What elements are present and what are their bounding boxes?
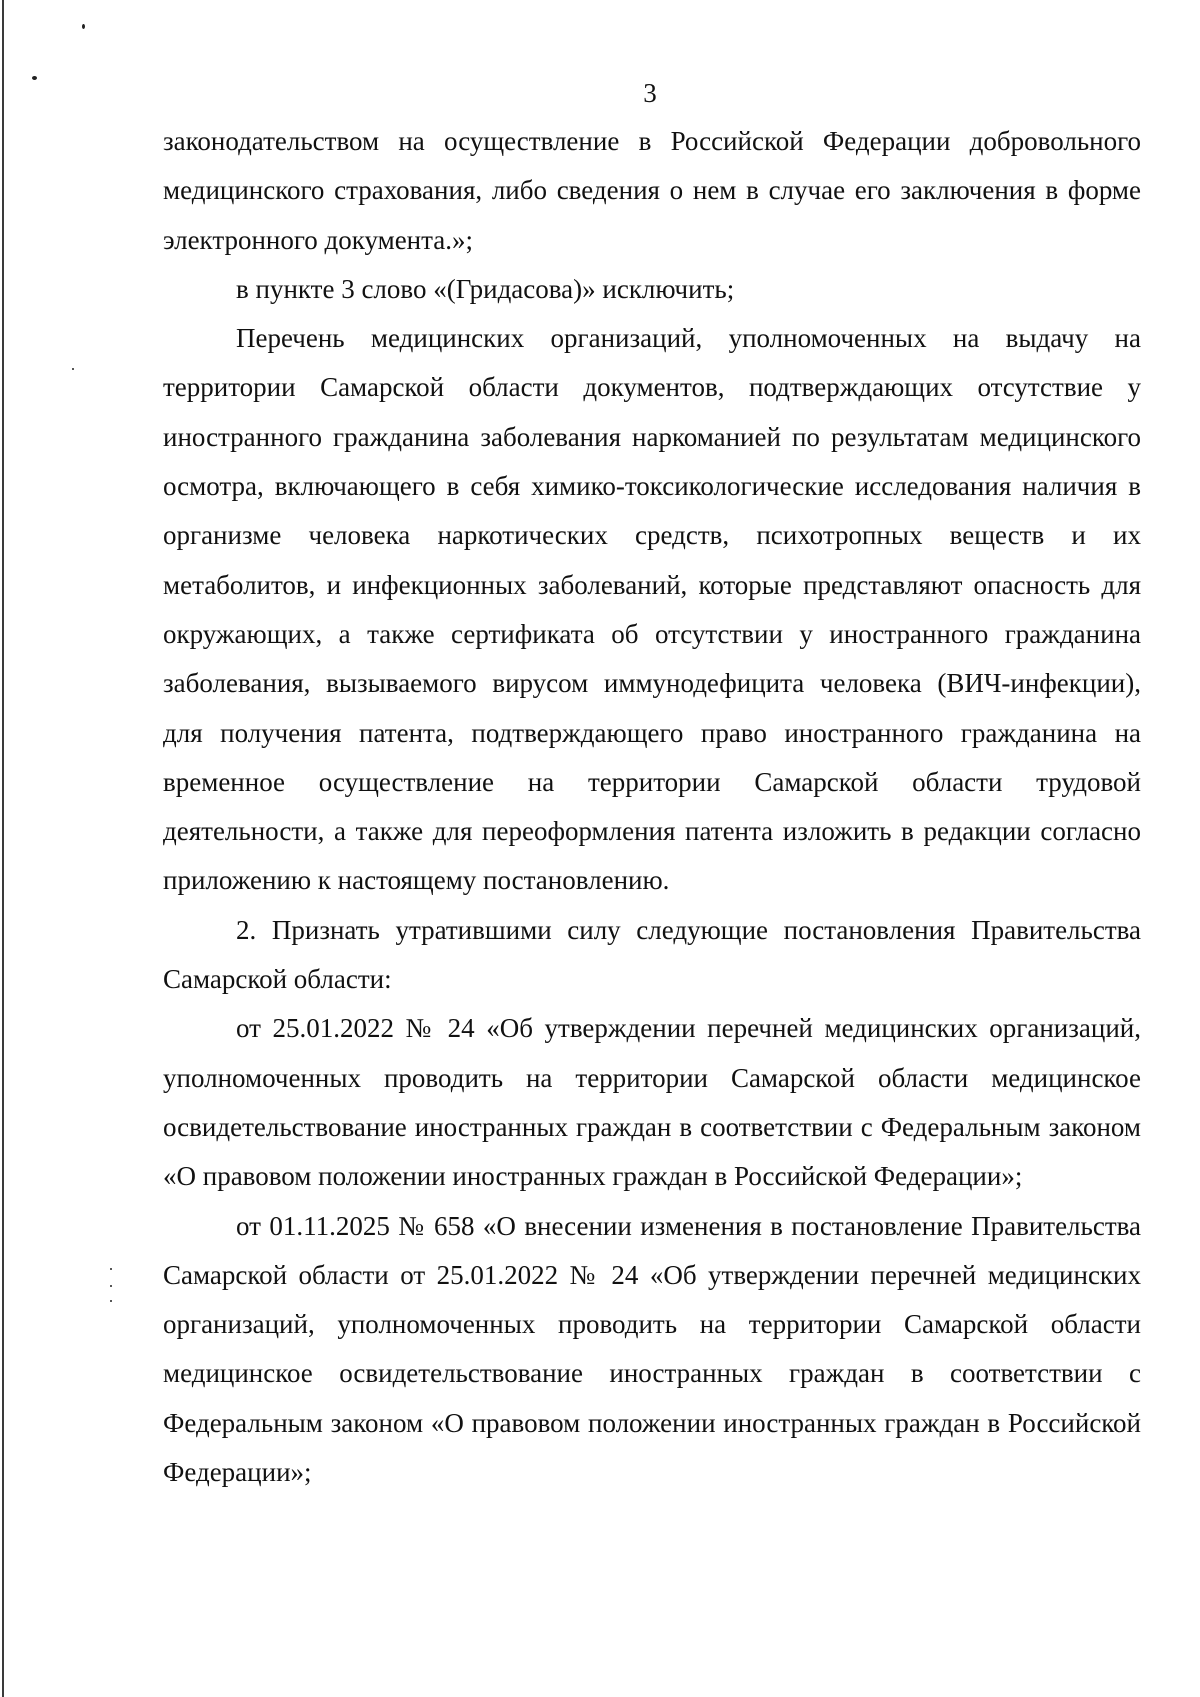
scan-speck	[72, 368, 74, 370]
scan-speck	[110, 1300, 112, 1302]
paragraph-point-3: в пункте 3 слово «(Гридасова)» исключить;	[236, 273, 735, 304]
scan-edge-line	[2, 0, 4, 1697]
scan-speck	[110, 1285, 112, 1287]
scan-speck	[110, 1268, 112, 1270]
paragraph-repealed-act-1: от 25.01.2022 № 24 «Об утверждении перечней медицинских организаций, уполномоченных проводить на территории Самарской области медицинское освидетельствование иностранных граждан в соответствии с Федеральным законом «О правовом положении иностранных граждан в Российской Федерации»;	[163, 1013, 1141, 1192]
paragraph-repealed-act-2: от 01.11.2025 № 658 «О внесении изменения в постановление Правительства Самарской области от 25.01.2022 № 24 «Об утверждении перечней медицинских организаций, уполномоченных проводить на территории Самарской области медицинское освидетельствование иностранных граждан в соответствии с Федеральным законом «О правовом положении иностранных граждан в Российской Федерации»;	[163, 1210, 1141, 1488]
document-body	[163, 117, 1141, 1497]
scan-speck	[82, 24, 85, 29]
paragraph-continuation: законодательством на осуществление в Российской Федерации добровольного медицинского страхования, либо сведения о нем в случае его заключения в форме электронного документа.»;	[163, 126, 1141, 255]
paragraph-item-2: 2. Признать утратившими силу следующие постановления Правительства Самарской области:	[163, 914, 1141, 995]
paragraph-list-of-organizations: Перечень медицинских организаций, уполномоченных на выдачу на территории Самарской области документов, подтверждающих отсутствие у иностранного гражданина заболевания наркоманией по результатам медицинского осмотра, включающего в себя химико-токсикологические исследования наличия в организме человека наркотических средств, психотропных веществ и их метаболитов, и инфекционных заболеваний, которые представляют опасность для окружающих, а также сертификата об отсутствии у иностранного гражданина заболевания, вызываемого вирусом иммунодефицита человека (ВИЧ-инфекции), для получения патента, подтверждающего право иностранного гражданина на временное осуществление на территории Самарской области трудовой деятельности, а также для переоформления патента изложить в редакции согласно приложению к настоящему постановлению.	[163, 323, 1141, 896]
page-number: 3	[643, 78, 657, 108]
